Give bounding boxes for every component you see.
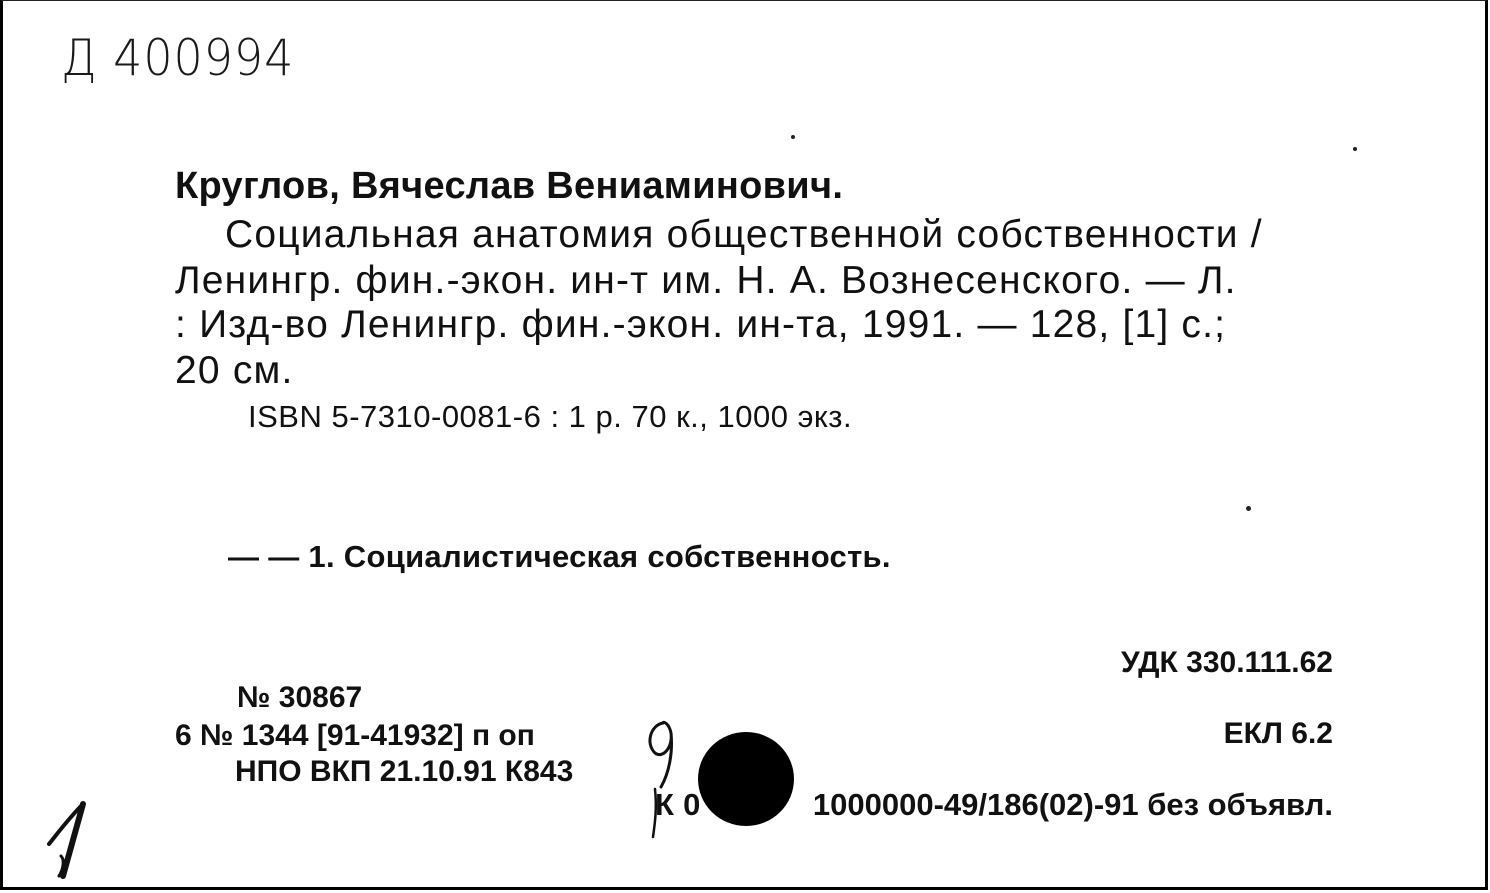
- npo-line: НПО ВКП 21.10.91 К843: [235, 755, 574, 788]
- title-line-1: Социальная анатомия общественной собственности /: [225, 213, 1263, 256]
- classification-code-left: К 0: [655, 787, 701, 822]
- isbn-line: ISBN 5-7310-0081-6 : 1 р. 70 к., 1000 экз.: [248, 399, 853, 434]
- speck: [791, 135, 795, 139]
- speck: [1246, 506, 1251, 511]
- subject-heading: — — 1. Социалистическая собственность.: [228, 539, 891, 574]
- author-heading: Круглов, Вячеслав Вениаминович.: [175, 165, 844, 207]
- card-number: № 30867: [237, 681, 363, 714]
- handwritten-numeral: [43, 796, 103, 886]
- inventory-number: Д 400994: [61, 29, 295, 87]
- ekl-code: ЕКЛ 6.2: [1223, 717, 1333, 750]
- udk-code: УДК 330.111.62: [1121, 646, 1333, 679]
- order-line: 6 № 1344 [91-41932] п оп: [175, 719, 535, 752]
- title-line-3: : Изд-во Ленингр. фин.-экон. ин-та, 1991. — 128, [1] с.;: [175, 303, 1227, 346]
- punch-hole: [698, 732, 794, 826]
- classification-code-right: 1000000-49/186(02)-91 без объявл.: [812, 787, 1333, 822]
- title-line-4: 20 см.: [175, 349, 294, 392]
- handwritten-mark: [633, 713, 689, 843]
- speck: [1353, 147, 1357, 151]
- title-line-2: Ленингр. фин.-экон. ин-т им. Н. А. Вознесенского. — Л.: [175, 259, 1237, 302]
